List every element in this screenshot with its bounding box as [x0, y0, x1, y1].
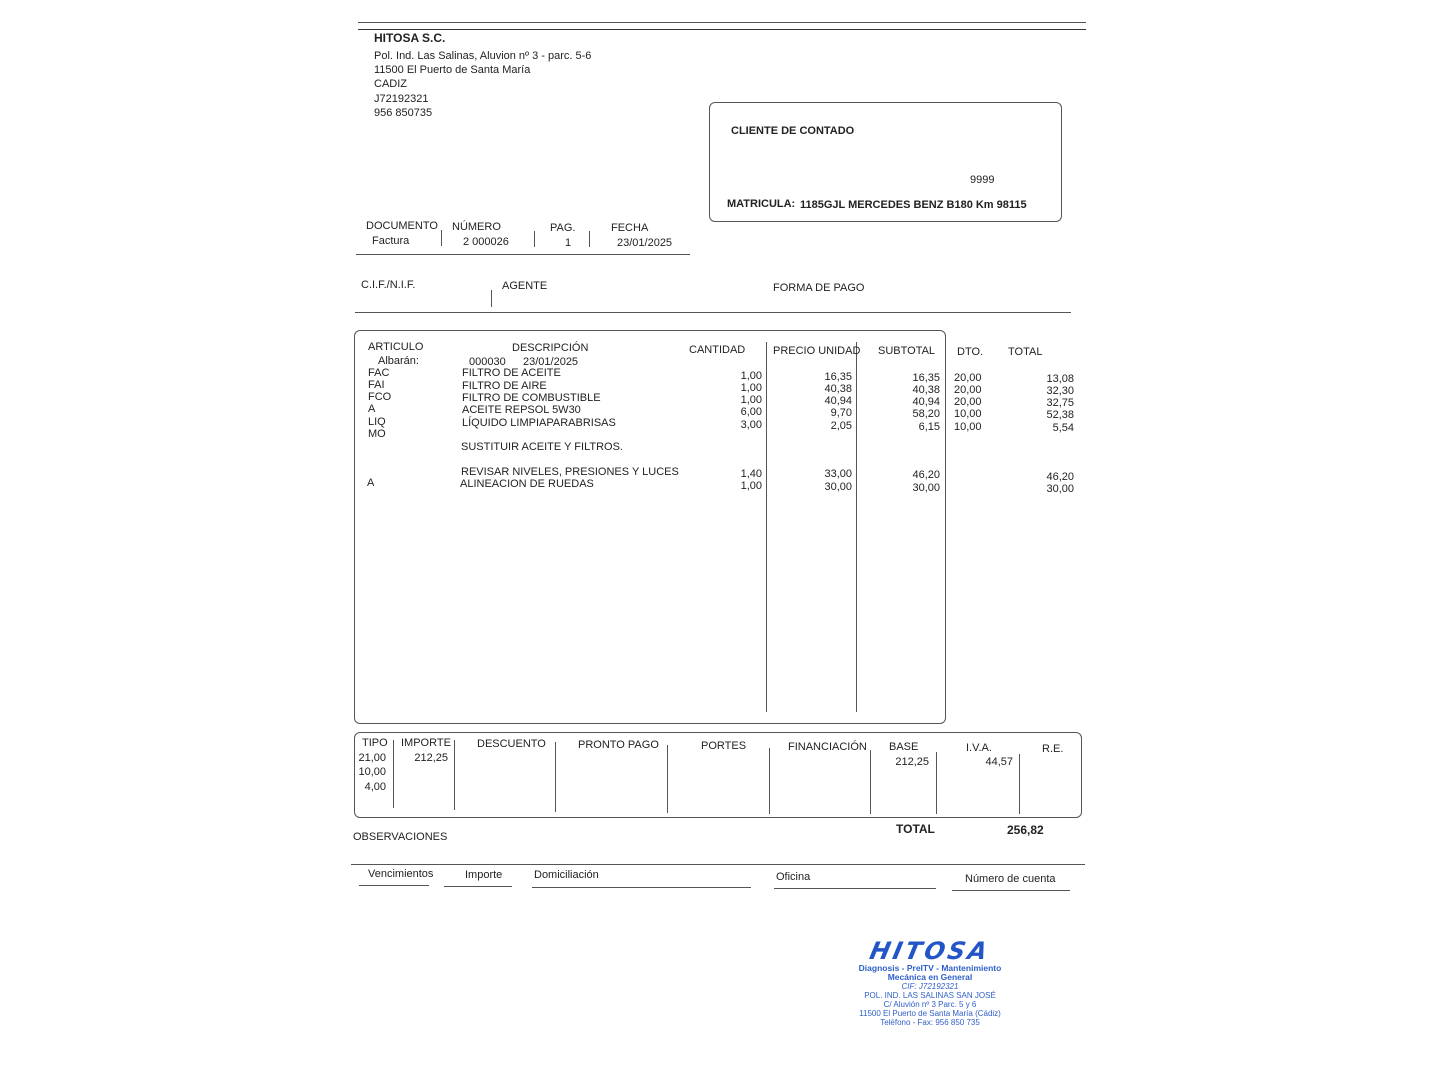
stamp-line: 11500 El Puerto de Santa María (Cádiz): [859, 1009, 1001, 1018]
info-rule: [355, 312, 1071, 313]
vencimientos-label: Vencimientos: [368, 868, 434, 880]
total-label: TOTAL: [896, 822, 935, 836]
stamp-line: C/ Aluvión nº 3 Parc. 5 y 6: [883, 1000, 977, 1009]
doc-divider: [589, 231, 590, 247]
col-total: TOTAL: [1008, 346, 1043, 358]
line-qty: 1,00: [740, 394, 762, 406]
tax-iva: 44,57: [985, 756, 1013, 768]
agente-label: AGENTE: [502, 280, 548, 292]
importe-label: Importe: [465, 869, 503, 881]
line-qty: 1,00: [740, 480, 762, 492]
matricula-value: 1185GJL MERCEDES BENZ B180 Km 98115: [800, 199, 1027, 211]
line-price: 2,05: [830, 420, 852, 432]
line-qty: 1,40: [740, 468, 762, 480]
line-subtotal: 6,15: [918, 421, 940, 433]
numero-label: NÚMERO: [452, 221, 501, 233]
line-total: 5,54: [1052, 422, 1074, 434]
stamp-line: CIF: J72192321: [901, 982, 959, 991]
line-subtotal: 40,38: [912, 384, 940, 396]
col-descripcion: DESCRIPCIÓN: [512, 342, 589, 354]
line-total: 30,00: [1046, 483, 1074, 495]
line-total: 46,20: [1046, 471, 1074, 483]
total-value: 256,82: [1007, 823, 1044, 837]
line-desc: ACEITE REPSOL 5W30: [462, 404, 581, 416]
domiciliacion-label: Domiciliación: [534, 869, 599, 881]
line-price: 16,35: [824, 371, 852, 383]
footer-rule: [444, 886, 512, 887]
line-desc: FILTRO DE AIRE: [462, 380, 547, 392]
tax-tipo: 21,00: [358, 752, 386, 764]
line-price: 9,70: [830, 407, 852, 419]
line-price: 30,00: [824, 481, 852, 493]
footer-rule: [774, 888, 936, 889]
line-price: 33,00: [824, 468, 852, 480]
tax-tipo: 4,00: [364, 781, 386, 793]
tax-col-re: R.E.: [1042, 743, 1064, 755]
footer-rule: [952, 890, 1070, 891]
albaran-label: Albarán:: [378, 355, 419, 367]
line-desc: REVISAR NIVELES, PRESIONES Y LUCES: [461, 466, 679, 478]
tax-divider: [1019, 754, 1020, 814]
line-subtotal: 58,20: [912, 408, 940, 420]
line-art: MO: [368, 428, 386, 440]
forma-pago-label: FORMA DE PAGO: [773, 282, 865, 294]
line-qty: 6,00: [740, 406, 762, 418]
tax-col-pronto-pago: PRONTO PAGO: [578, 739, 659, 751]
line-desc: FILTRO DE ACEITE: [462, 367, 561, 379]
tax-col-portes: PORTES: [701, 740, 747, 752]
numero-value: 2 000026: [463, 236, 509, 248]
col-precio: PRECIO UNIDAD: [773, 345, 861, 357]
albaran-number: 000030: [469, 356, 506, 368]
tax-divider: [555, 742, 556, 812]
company-cif: J72192321: [374, 93, 429, 105]
line-dto: 10,00: [954, 408, 982, 420]
line-price: 40,94: [824, 395, 852, 407]
top-rule: [358, 22, 1086, 23]
company-phone: 956 850735: [374, 107, 433, 119]
company-name: HITOSA S.C.: [374, 31, 446, 45]
observaciones-label: OBSERVACIONES: [353, 831, 448, 843]
company-province: CADIZ: [374, 78, 407, 90]
stamp-line: POL. IND. LAS SALINAS SAN JOSÉ: [864, 991, 996, 1000]
col-subtotal: SUBTOTAL: [878, 345, 936, 357]
line-art: A: [368, 403, 376, 415]
line-total: 32,75: [1046, 397, 1074, 409]
client-name: CLIENTE DE CONTADO: [731, 125, 855, 137]
tax-divider: [454, 740, 455, 810]
line-subtotal: 30,00: [912, 482, 940, 494]
fecha-label: FECHA: [611, 222, 649, 234]
col-divider: [856, 342, 857, 712]
line-subtotal: 16,35: [912, 372, 940, 384]
tax-divider: [936, 752, 937, 814]
line-subtotal: 40,94: [912, 396, 940, 408]
company-address2: 11500 El Puerto de Santa María: [374, 64, 531, 76]
line-desc: SUSTITUIR ACEITE Y FILTROS.: [461, 441, 623, 453]
line-total: 32,30: [1046, 385, 1074, 397]
company-stamp: [820, 938, 1040, 1027]
pag-label: PAG.: [550, 222, 576, 234]
line-art: LIQ: [368, 416, 386, 428]
tax-col-financiacion: FINANCIACIÓN: [788, 741, 867, 753]
tax-col-importe: IMPORTE: [401, 737, 451, 749]
tax-col-tipo: TIPO: [362, 737, 388, 749]
documento-label: DOCUMENTO: [366, 220, 438, 232]
tax-tipo: 10,00: [358, 766, 386, 778]
line-art: A: [367, 477, 375, 489]
matricula-label: MATRICULA:: [727, 198, 796, 210]
line-desc: ALINEACION DE RUEDAS: [460, 478, 594, 490]
doc-divider: [534, 231, 535, 247]
fecha-value: 23/01/2025: [617, 237, 673, 249]
tax-col-base: BASE: [889, 741, 919, 753]
client-code: 9999: [970, 174, 995, 186]
tax-importe: 212,25: [414, 752, 448, 764]
company-address1: Pol. Ind. Las Salinas, Aluvion nº 3 - parc. 5-6: [374, 50, 592, 62]
line-qty: 3,00: [740, 419, 762, 431]
line-dto: 10,00: [954, 421, 982, 433]
lines-box: [354, 330, 946, 724]
line-dto: 20,00: [954, 396, 982, 408]
tax-divider: [667, 745, 668, 813]
col-dto: DTO.: [957, 346, 984, 358]
line-price: 40,38: [824, 383, 852, 395]
line-qty: 1,00: [740, 370, 762, 382]
tax-col-iva: I.V.A.: [966, 742, 992, 754]
cif-divider: [491, 290, 492, 307]
observaciones-rule: [351, 864, 1085, 865]
line-total: 52,38: [1046, 409, 1074, 421]
line-desc: FILTRO DE COMBUSTIBLE: [462, 392, 601, 404]
tax-divider: [393, 740, 394, 808]
line-desc: LÍQUIDO LIMPIAPARABRISAS: [462, 417, 616, 429]
line-art: FAC: [368, 367, 390, 379]
col-divider: [766, 342, 767, 712]
footer-rule: [359, 885, 429, 886]
documento-value: Factura: [372, 235, 410, 247]
numero-cuenta-label: Número de cuenta: [965, 873, 1056, 885]
line-subtotal: 46,20: [912, 469, 940, 481]
oficina-label: Oficina: [776, 871, 811, 883]
line-dto: 20,00: [954, 384, 982, 396]
cif-label: C.I.F./N.I.F.: [361, 279, 416, 291]
line-qty: 1,00: [740, 382, 762, 394]
col-cantidad: CANTIDAD: [689, 344, 746, 356]
col-articulo: ARTICULO: [368, 341, 424, 353]
albaran-date: 23/01/2025: [523, 356, 579, 368]
doc-divider: [441, 230, 442, 246]
pag-value: 1: [565, 237, 572, 249]
tax-col-descuento: DESCUENTO: [477, 738, 546, 750]
stamp-line: Diagnosis - PreITV - Mantenimiento: [858, 963, 1002, 973]
line-art: FCO: [368, 391, 392, 403]
line-dto: 20,00: [954, 372, 982, 384]
top-rule-2: [358, 29, 1086, 30]
hitosa-logo: HITOSA: [867, 937, 993, 965]
tax-base: 212,25: [895, 756, 929, 768]
line-total: 13,08: [1046, 373, 1074, 385]
line-art: FAI: [368, 379, 385, 391]
stamp-line: Mecánica en General: [887, 972, 973, 982]
footer-rule: [532, 887, 751, 888]
tax-divider: [870, 750, 871, 814]
doc-header-rule: [356, 254, 690, 255]
stamp-line: Teléfono - Fax: 956 850 735: [880, 1018, 980, 1027]
tax-divider: [769, 748, 770, 814]
